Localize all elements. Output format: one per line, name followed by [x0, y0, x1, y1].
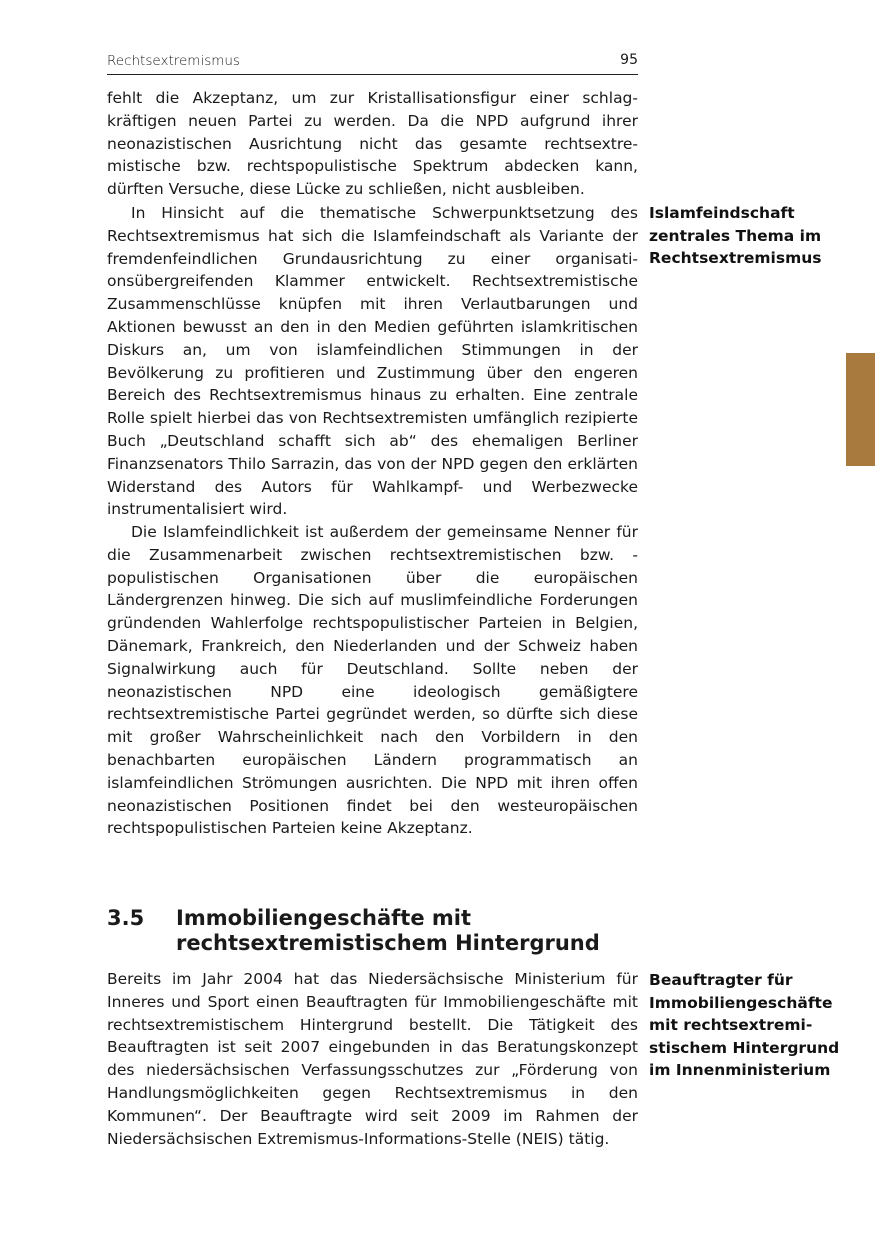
section-number: 3.5	[107, 906, 145, 930]
paragraph-3: Die Islamfeindlichkeit ist außerdem der gemeinsame Nenner für die Zusammenarbeit zwischen rechtsextremistischen bzw. -populistischen Organisationen über die europäischen Ländergrenzen hinweg. Die sich auf muslimfeindliche Forderungen gründenden Wahlerfolge rechtspopulistischer Parteien in Belgien, Dänemark, Frankreich, den Niederlanden und der Schweiz haben Signalwirkung auch für Deutschland. Sollte neben der neonazistischen NPD eine ideologisch gemäßigtere rechtsextremistische Partei gegründet werden, so dürfte sich diese mit großer Wahrscheinlichkeit nach den Vorbildern in den benachbarten europäischen Ländern programmatisch an islamfeindlichen Strömungen ausrichten. Die NPD mit ihren offen neonazistischen Positionen findet bei den westeuropäischen rechtspopulistischen Parteien keine Akzeptanz.	[107, 523, 638, 838]
paragraph-2: In Hinsicht auf die thematische Schwerpunktsetzung des Rechtsextremismus hat sich die Islamfeindschaft als Variante der fremdenfeindlichen Grundausrichtung zu einer organisationsübergreifenden Klammer entwickelt. Rechtsextremistische Zusammenschlüsse knüpfen mit ihren Verlautbarungen und Aktionen bewusst an den in den Medien geführten islamkritischen Diskurs an, um von islamfeindlichen Stimmungen in der Bevölkerung zu profitieren und Zustimmung über den engeren Bereich des Rechtsextremismus hinaus zu erhalten. Eine zentrale Rolle spielt hierbei das von Rechtsextremisten umfänglich rezipierte Buch „Deutschland schafft sich ab“ des ehemaligen Berliner Finanzsenators Thilo Sarrazin, das von der NPD gegen den erklärten Widerstand des Autors für Wahlkampf- und Werbezwecke instrumentalisiert wird.	[107, 204, 638, 519]
running-header	[107, 52, 638, 75]
section-title: Immobiliengeschäfte mit rechtsextremistischem Hintergrund	[176, 906, 600, 955]
page-number: 95	[620, 52, 638, 68]
margin-note-islamfeindschaft: Islamfeindschaft zentrales Thema im Rechtsextremismus	[649, 204, 822, 267]
paragraph-1: fehlt die Akzeptanz, um zur Kristallisationsfigur einer schlagkräftigen neuen Partei zu werden. Da die NPD aufgrund ihrer neonazistischen Ausrichtung nicht das gesamte rechtsextremistische bzw. rechtspopulistische Spektrum abdecken kann, dürften Versuche, diese Lücke zu schließen, nicht ausbleiben.	[107, 89, 638, 199]
paragraph-4: Bereits im Jahr 2004 hat das Niedersächsische Ministerium für Inneres und Sport einen Beauftragten für Immobiliengeschäfte mit rechtsextremistischem Hintergrund bestellt. Die Tätigkeit des Beauftragten ist seit 2007 eingebunden in das Beratungskonzept des niedersächsischen Verfassungsschutzes zur „Förderung von Handlungsmöglichkeiten gegen Rechtsextremismus in den Kommunen“. Der Beauftragte wird seit 2009 im Rahmen der Niedersächsischen Extremismus-Informations-Stelle (NEIS) tätig.	[107, 970, 638, 1148]
chapter-thumb-tab	[846, 353, 875, 466]
margin-note-beauftragter: Beauftragter für Immobiliengeschäfte mit rechtsextremistischem Hintergrund im Innenministerium	[649, 971, 840, 1079]
running-title: Rechtsextremismus	[107, 53, 240, 69]
